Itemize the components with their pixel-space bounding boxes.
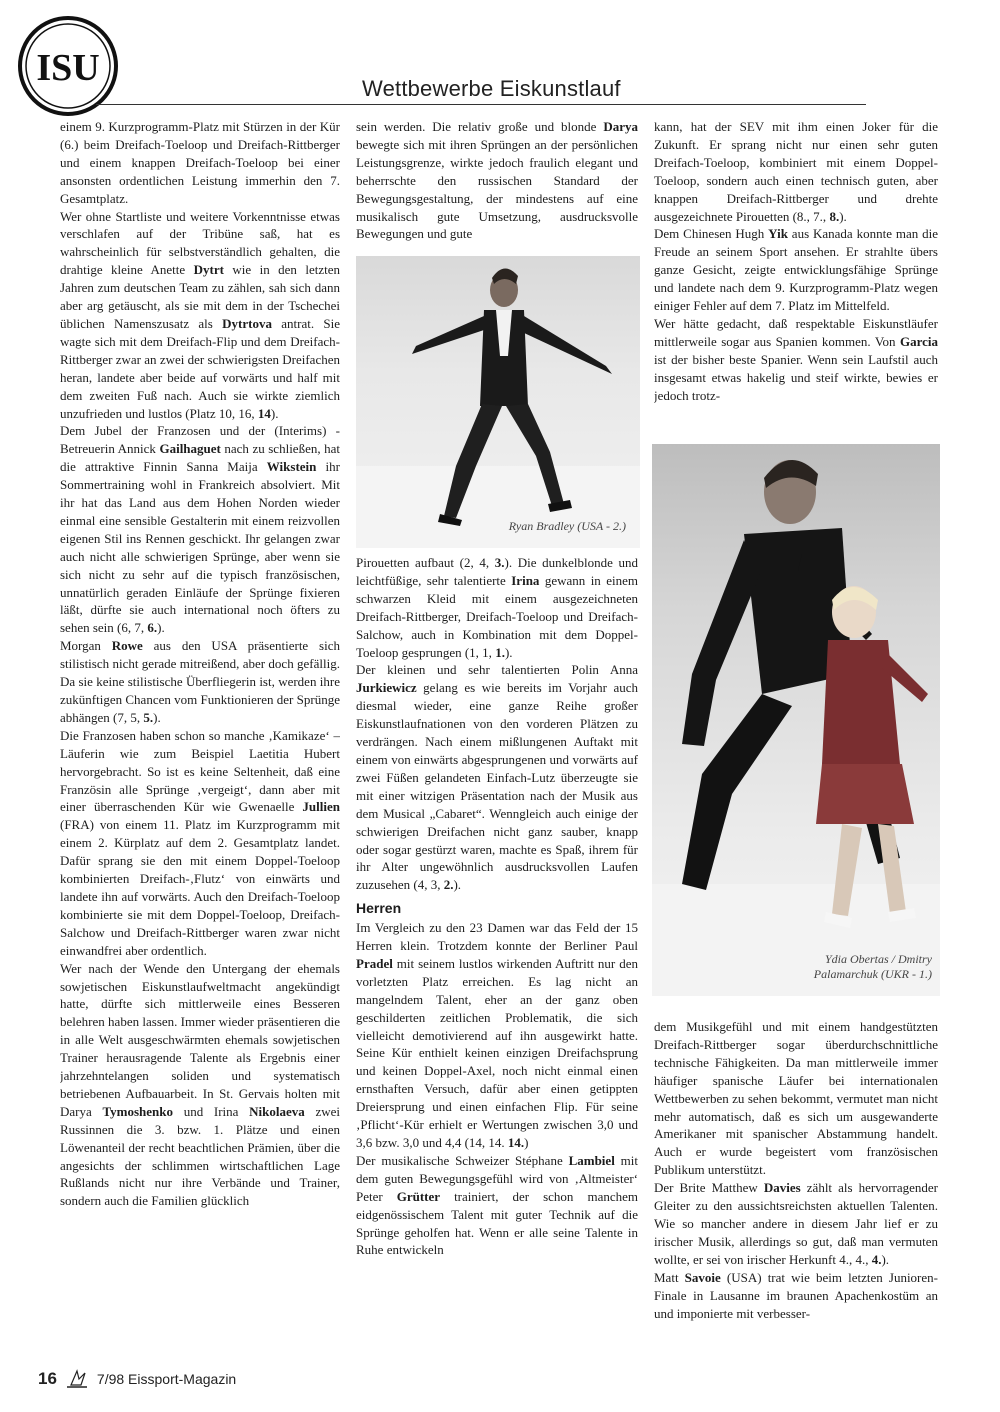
issue-label: 7/98 Eissport-Magazin: [96, 1371, 237, 1387]
column-2-bottom: [356, 554, 638, 1364]
page-number: 16: [38, 1369, 57, 1388]
paragraph: Wer hätte gedacht, daß respektable Eiskunstläufer mittlerweile sogar aus Spanien kommen. Von Garcia ist der bisher beste Spanier. Wenn sein Laufstil auch insgesamt etwas hakelig und steif wirkte, bewies er jedoch trotz-: [654, 315, 938, 403]
paragraph: Der Brite Matthew Davies zählt als hervorragender Gleiter zu den aussichtsreichsten aktuellen Talenten. Wie so mancher andere in diesem Jahr lief er zu irischer Musik, allerdings so gut, daß man vermuten wollte, er sei von irischer Herkunft 4., 4., 4.).: [654, 1180, 938, 1267]
paragraph: Morgan Rowe aus den USA präsentierte sich stilistisch nicht gerade mitreißend, aber doch gefällig. Da sie keine stilistische Überfliegerin ist, werden ihre zukünftigen Chancen vom Funktionieren der Sprünge abhängen (7, 5, 5.).: [60, 638, 340, 725]
isu-logo: [16, 14, 120, 118]
column-1: [60, 118, 340, 1364]
pairs-skaters-illustration: [652, 444, 940, 996]
section-title: Wettbewerbe Eiskunstlauf: [362, 76, 621, 101]
paragraph: Die Franzosen haben schon so manche ‚Kamikaze‘ – Läuferin wie zum Beispiel Laetitia Hubert hervorgebracht. So ist es keine Seltenheit, daß eine Französin alle Sprünge ‚vergeigt‘, dann aber mit einer überraschenden Kür wie Gwenaelle Jullien (FRA) von einem 11. Platz im Kurzprogramm mit einem 2. Kürplatz auf dem 2. Gesamtplatz landet. Dafür sprang sie den mit einem Doppel-Toeloop kombinierten Dreifach-‚Flutz‘ von einwärts und landete ihn auf vorwärts. Auch den Dreifach-Toeloop kombinierte sie mit dem Doppel-Toeloop, Dreifach-Salchow und Dreifach-Rittberger waren zwar nicht einwandfrei aber ordentlich.: [60, 727, 340, 958]
paragraph: Pirouetten aufbaut (2, 4, 3.). Die dunkelblonde und leichtfüßige, sehr talentierte Irina gewann in einem schwarzen Kleid mit einem ausgezeichneten Dreifach-Rittberger, Dreifach-Toeloop und Dreifach-Salchow, auch in Kombination mit dem Doppel-Toeloop gesprungen (1, 1, 1.).: [356, 555, 638, 660]
column-3-top: [654, 118, 938, 440]
paragraph: Dem Chinesen Hugh Yik aus Kanada konnte man die Freude an seinem Sport ansehen. Er strahlte übers ganze Gesicht, zeigte entwicklungsfähige Sprünge und landete nach dem 9. Kurzprogramm-Platz wegen einiger Fehler auf dem 7. Platz im Mittelfeld.: [654, 226, 938, 314]
column-2-top: [356, 118, 638, 252]
paragraph: sein werden. Die relativ große und blonde Darya bewegte sich mit ihren Sprüngen an der persönlichen Leistungsgrenze, wirkte jedoch fraulich elegant und beherrschte den russischen Standard der Bewegungsgestaltung, der mindestens auf eine musikalisch gute Umsetzung, ausdrucksvolle Bewegungen und gute: [356, 119, 638, 242]
page-footer: [38, 1368, 236, 1390]
paragraph: Der musikalische Schweizer Stéphane Lambiel mit dem guten Bewegungsgefühl wird von ‚Altmeister‘ Peter Grütter trainiert, der schon manchem eidgenössischem Talent mit guter Technik auf die Sprünge geholfen hat. Wenn er alle seine Talente in Ruhe entwickeln: [356, 1152, 638, 1258]
column-3-bottom: [654, 1018, 938, 1364]
paragraph: Dem Jubel der Franzosen und der (Interims) - Betreuerin Annick Gailhaguet nach zu schließen, hat die attraktive Finnin Sanna Maija Wikstein ihr Sommertraining wohl in Frankreich absolviert. Mit ihr hat das Land aus dem Hohen Norden wieder einmal eine sensible Gestalterin mit einem reizvollen eigenen Stil ins Rennen geschickt. Ihr gelangen zwar auch nicht alle schwierigen Sprünge, aber wenn sie sich nicht zu sehr auf die typisch französischen, unnatürlich geraden Einläufe der Sprünge fixieren läßt, dürfte sie auch international noch öfters zu sehen sein (6, 7, 6.).: [60, 423, 340, 636]
paragraph: Im Vergleich zu den 23 Damen war das Feld der 15 Herren klein. Trotzdem konnte der Berliner Paul Pradel mit seinem lustlos wirkenden Auftritt nur den vorletzten Platz erreichen. Es lag nicht an mangelndem Talent, eher an der ganz oben geschilderten zeitlichen Problematik, die sich vielleicht demotivierend auf ihn ausgewirkt hatte. Seine Kür enthielt keinen einzigen Dreifachsprung und keinen Doppel-Axel, noch nicht einmal einen ernsthaften Versuch, dafür aber einen getippten Dreiersprung und einen einfachen Flip. Für seine ‚Pflicht‘-Kür erhielt er Wertungen zwischen 3,0 und 3,6 bzw. 3,0 und 4,4 (14, 14. 14.): [356, 920, 638, 1150]
paragraph: Wer nach der Wende den Untergang der ehemals sowjetischen Eiskunstlaufweltmacht angekündigt hatte, dürfte sich mittlerweile eines Besseren belehren haben lassen. Immer wieder präsentieren die in alle Welt ausgeschwärmten ehemals sowjetischen Trainer herausragende Talente als Ergebnis einer jahrzehntelangen soliden und systematisch betriebenen Aufbauarbeit. In St. Gervais holten mit Darya Tymoshenko und Irina Nikolaeva zwei Russinnen die 3. bzw. 1. Plätze und einen Löwenanteil der recht beachtlichen Prämien, über die angesichts der schlimmen wirtschaftlichen Lage Rußlands nicht nur ihre Verbände und Trainer, sondern auch die Familien glücklich: [60, 960, 340, 1209]
photo-ryan-bradley: [356, 256, 640, 548]
paragraph: dem Musikgefühl und mit einem handgestützten Dreifach-Rittberger sogar überdurchschnittliche technische Fähigkeiten. Da man mittlerweile immer häufiger spanische Läufer bei internationalen Wettbewerben zu sehen bekommt, vermutet man nicht mehr automatisch, daß es sich um ausgewanderte Amerikaner mit spanischer Abstammung handelt. Auch er wurde begeistert vom französischen Publikum unterstützt.: [654, 1019, 938, 1178]
paragraph: einem 9. Kurzprogramm-Platz mit Stürzen in der Kür (6.) beim Dreifach-Toeloop und Dreifach-Rittberger und einem knappen Dreifach-Toeloop bei einer ansonsten ordentlichen Leistung immerhin den 7. Gesamtplatz.: [60, 119, 340, 206]
section-heading-herren: Herren: [356, 900, 402, 917]
title-rule: [96, 104, 866, 105]
photo-caption: Ryan Bradley (USA - 2.): [508, 519, 626, 533]
magazine-logo-icon: [65, 1369, 89, 1389]
paragraph: kann, hat der SEV mit ihm einen Joker für die Zukunft. Er sprang nicht nur einen sehr guten Dreifach-Toeloop, kombiniert mit einem Doppel-Toeloop, sondern auch einen technisch guten, aber knappen Dreifach-Rittberger und drehte ausgezeichnete Pirouetten (8., 7., 8.).: [654, 119, 938, 224]
photo-pairs-skaters: [652, 444, 940, 996]
photo-caption: Ydia Obertas / Dmitry Palamarchuk (UKR - 1.): [813, 952, 932, 981]
logo-text: ISU: [36, 47, 100, 89]
skater-illustration: [356, 256, 640, 548]
paragraph: Matt Savoie (USA) trat wie beim letzten Junioren-Finale in Lausanne im braunen Apachenkostüm an und imponierte mit verbesser-: [654, 1269, 938, 1321]
paragraph: Wer ohne Startliste und weitere Vorkenntnisse etwas verschlafen auf der Tribüne saß, hat es wahrscheinlich für selbstverständlich gehalten, die drahtige kleine Anette Dytrt wie in den letzten Jahren zum deutschen Team zu zählen, sah sich dann aber arg getäuscht, als sie mit dem in der Tschechei üblichen Namenszusatz als Dytrtova antrat. Sie wagte sich mit dem Dreifach-Flip und dem Dreifach-Rittberger zwar an zwei der schwierigsten Dreifachen heran, landete aber beide auf vorwärts und half mit dem zweiten Fuß nach. Auch sie wirkte ziemlich unzufrieden und lustlos (Platz 10, 16, 14).: [60, 208, 340, 421]
paragraph: Der kleinen und sehr talentierten Polin Anna Jurkiewicz gelang es wie bereits im Vorjahr auch diesmal wieder, eine ganze Reihe großer Eiskunstlaufnationen von den vorderen Plätzen zu verdrängen. Nach einem mißlungenen Auftakt mit einem von einwärts abgesprungenen und vorwärts auf zwei Füßen gelandeten Einfach-Lutz überzeugte sie mit einer witzigen Präsentation nach der Musik aus dem Musical „Cabaret“. Wenngleich auch einige der schwierigen Dreifachen nicht ganz sauber, knapp oder sogar gestürzt waren, machte es Spaß, ihrem für ihr Alter ungewöhnlich ausdrucksvollen Laufen zuzusehen (4, 3, 2.).: [356, 662, 638, 893]
